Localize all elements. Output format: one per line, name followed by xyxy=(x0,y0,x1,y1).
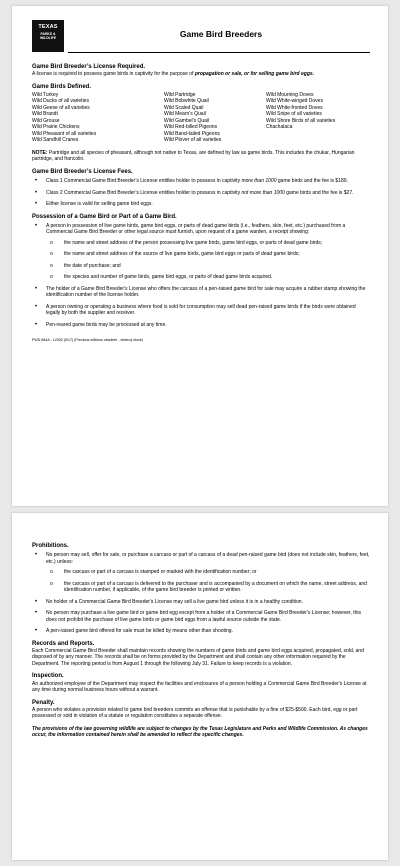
header-rule xyxy=(68,52,370,53)
game-bird-item: Wild Shore Birds of all varieties xyxy=(266,117,336,124)
birds-column-3 xyxy=(266,92,370,144)
possession-food: • A person owning or operating a business where food is sold for consumption may sell dead pen-raised game birds if the birds were obtained legally by both the supplier and receiver. xyxy=(32,304,370,317)
inspection-text: An authorized employee of the Department may inspect the facilities and enclosures of a person holding a Commercial Game Bird Breeder's License at any time during normal business hours without a warrant. xyxy=(32,680,367,694)
fees-list xyxy=(32,178,370,208)
possession-premises: • Pen-reared game birds may be processed at any time. xyxy=(32,322,370,329)
form-number: PWD 864A - L2000 (5/17) (Previous editions obsolete - destroy stock) xyxy=(32,338,143,343)
game-bird-item: Wild Brandt xyxy=(32,111,58,118)
game-bird-item: Wild Mourning Doves xyxy=(266,91,314,98)
receipt-item: o the name and street address of the person possessing live game birds, game bird eggs, or parts of dead game birds; xyxy=(46,240,370,247)
game-bird-item: Wild Pheasant of all varieties xyxy=(32,130,97,137)
possession-intro: • A person in possession of live game birds, game bird eggs, or parts of dead game birds (i.e., feathers, skin, feet, etc.) purchased from a Commercial Game Bird Breeder or other legal source must furnish, upon request of a game warden, a receipt showing: o the name and street address of the person possessing live game birds, game bird eggs, or parts of dead game birds; o the name and street address of the source of live game birds, game bird eggs or parts of dead game birds; o the date of purchase; and o the species and number of game birds, game bird eggs, or parts of dead game birds acquired. xyxy=(32,223,370,281)
game-bird-item: Wild Prairie Chickens xyxy=(32,124,80,131)
game-bird-item: Wild Mearn's Quail xyxy=(164,111,206,118)
receipt-item: o the name and street address of the source of live game birds, game bird eggs or parts of dead game birds; xyxy=(46,251,370,258)
game-bird-item: Wild Partridge xyxy=(164,91,196,98)
game-bird-item: Wild Snipe of all varieties xyxy=(266,111,322,118)
game-bird-item: Wild Ducks of all varieties xyxy=(32,98,89,105)
birds-column-2 xyxy=(164,92,266,144)
game-bird-item: Wild Turkey xyxy=(32,91,59,98)
fee-class-2: • Class 2 Commercial Game Bird Breeder’s License entitles holder to possess in captivity not more than 1000 game birds and the fee is $27. xyxy=(32,190,370,197)
document-page-2 xyxy=(12,513,388,860)
game-bird-item: Wild Bobwhite Quail xyxy=(164,98,209,105)
condition-item: o the carcass or part of a carcass is delivered to the purchaser and is accompanied by a document on which the name, street address, and identification number, if applicable, of the game bird breeder is printed or written. xyxy=(46,581,370,594)
birds-column-1 xyxy=(32,92,164,144)
section-heading-license-required: Game Bird Breeder’s License Required. xyxy=(32,64,146,70)
game-bird-item: Wild Red-billed Pigeons xyxy=(164,124,218,131)
game-bird-item: Chachalaca xyxy=(266,124,293,131)
game-bird-item: Wild Geese of all varieties xyxy=(32,104,90,111)
game-bird-item: Wild Grouse xyxy=(32,117,60,124)
page-title: Game Bird Breeders xyxy=(179,29,263,39)
page-header xyxy=(32,20,370,58)
game-bird-item: Wild Plover of all varieties xyxy=(164,137,222,144)
game-birds-list xyxy=(32,92,370,144)
prohibitions-list xyxy=(32,552,370,635)
game-bird-item: Wild Band-tailed Pigeons xyxy=(164,130,220,137)
game-bird-item: Wild White-winged Doves xyxy=(266,98,323,105)
prohibition-item: • A pen-raised game bird offered for sale must be killed by means other than shooting. xyxy=(32,628,370,635)
game-bird-item: Wild Gambel's Quail xyxy=(164,117,210,124)
prohibition-item: • No person may sell, offer for sale, or purchase a carcass or part of a carcass of a dead pen-raised game bird (does not include skin, feathers, feet, etc.) unless: o the carcass or part of a carcass is stamped or marked with the identification number; or o the carcass or part of a carcass is delivered to the purchaser and is accompanied by a document on which the name, street address, and identification number, if applicable, of the game bird breeder is printed or written. xyxy=(32,552,370,594)
tpwd-logo: TEXAS PARKS & WILDLIFE xyxy=(32,20,64,52)
receipt-requirements xyxy=(46,240,370,281)
prohibition-conditions xyxy=(46,569,370,594)
section-heading-prohibitions: Prohibitions. xyxy=(32,543,69,549)
possession-holder: • The holder of a Game Bird Breeder's License who offers the carcass of a pen-raised game bird for sale may acquire a rubber stamp showing the identification number of the license holder. xyxy=(32,286,370,299)
prohibition-item: • No holder of a Commercial Game Bird Breeder's License may sell a live game bird unless it is in a healthy condition. xyxy=(32,599,370,606)
game-bird-item: Wild Sandhill Cranes xyxy=(32,137,79,144)
receipt-item: o the species and number of game birds, game bird eggs, or parts of dead game birds acquired. xyxy=(46,274,370,281)
records-text: Each Commercial Game Bird Breeder shall maintain records showing the numbers of game birds and game bird eggs acquired, propagated, sold, and disposed of by any manner. The records shall be on forms provided by the Department and shall contain any other information required by the Department. The reporting period is from August 1 through the following July 31. Failure to keep records is a violation. xyxy=(32,647,364,667)
section-heading-inspection: Inspection. xyxy=(32,673,64,680)
license-required-text: A license is required to possess game birds in captivity for the purpose of propagation or sale, or for selling game bird eggs. xyxy=(32,71,315,78)
game-bird-item: Wild Scaled Quail xyxy=(164,104,204,111)
fee-class-1: • Class 1 Commercial Game Bird Breeder’s License entitles holder to possess in captivity more than 1000 game birds and the fee is $189. xyxy=(32,178,370,185)
section-heading-birds-defined: Game Birds Defined. xyxy=(32,83,92,90)
document-page-1 xyxy=(12,6,388,506)
section-heading-fees: Game Bird Breeder’s License Fees. xyxy=(32,168,133,175)
possession-list xyxy=(32,223,370,329)
game-bird-item: Wild White-fronted Doves xyxy=(266,104,323,111)
condition-item: o the carcass or part of a carcass is stamped or marked with the identification number; or xyxy=(46,569,370,576)
legal-footer: The provisions of the law governing wildlife are subject to changes by the Texas Legislature and Parks and Wildlife Commission. As changes occur, the information contained herein shall be amended to reflect the specific changes. xyxy=(32,725,368,739)
fee-either: • Either license is valid for selling game bird eggs. xyxy=(32,201,370,208)
section-heading-records: Records and Reports. xyxy=(32,640,95,647)
section-heading-penalty: Penalty. xyxy=(32,699,55,706)
section-heading-possession: Possession of a Game Bird or Part of a Game Bird. xyxy=(32,213,177,220)
receipt-item: o the date of purchase; and xyxy=(46,263,370,270)
note-paragraph: NOTE: Partridge and all species of pheasant, although not native to Texas, are defined by law as game birds. This includes the chukar, Hungarian partridge, and francolin. xyxy=(32,149,355,163)
prohibition-item: • No person may purchase a live game bird or game bird egg except from a holder of a Commercial Game Bird Breeder's License; however, this does not prohibit the purchase of live game birds or game bird eggs from a lawful source outside the state. xyxy=(32,610,370,623)
penalty-text: A person who violates a provision related to game bird breeders commits an offense that is punishable by a fine of $25-$500. Each bird, egg or part possessed or sold in violation of a statute or regulation constitutes a separate offense. xyxy=(32,706,358,720)
